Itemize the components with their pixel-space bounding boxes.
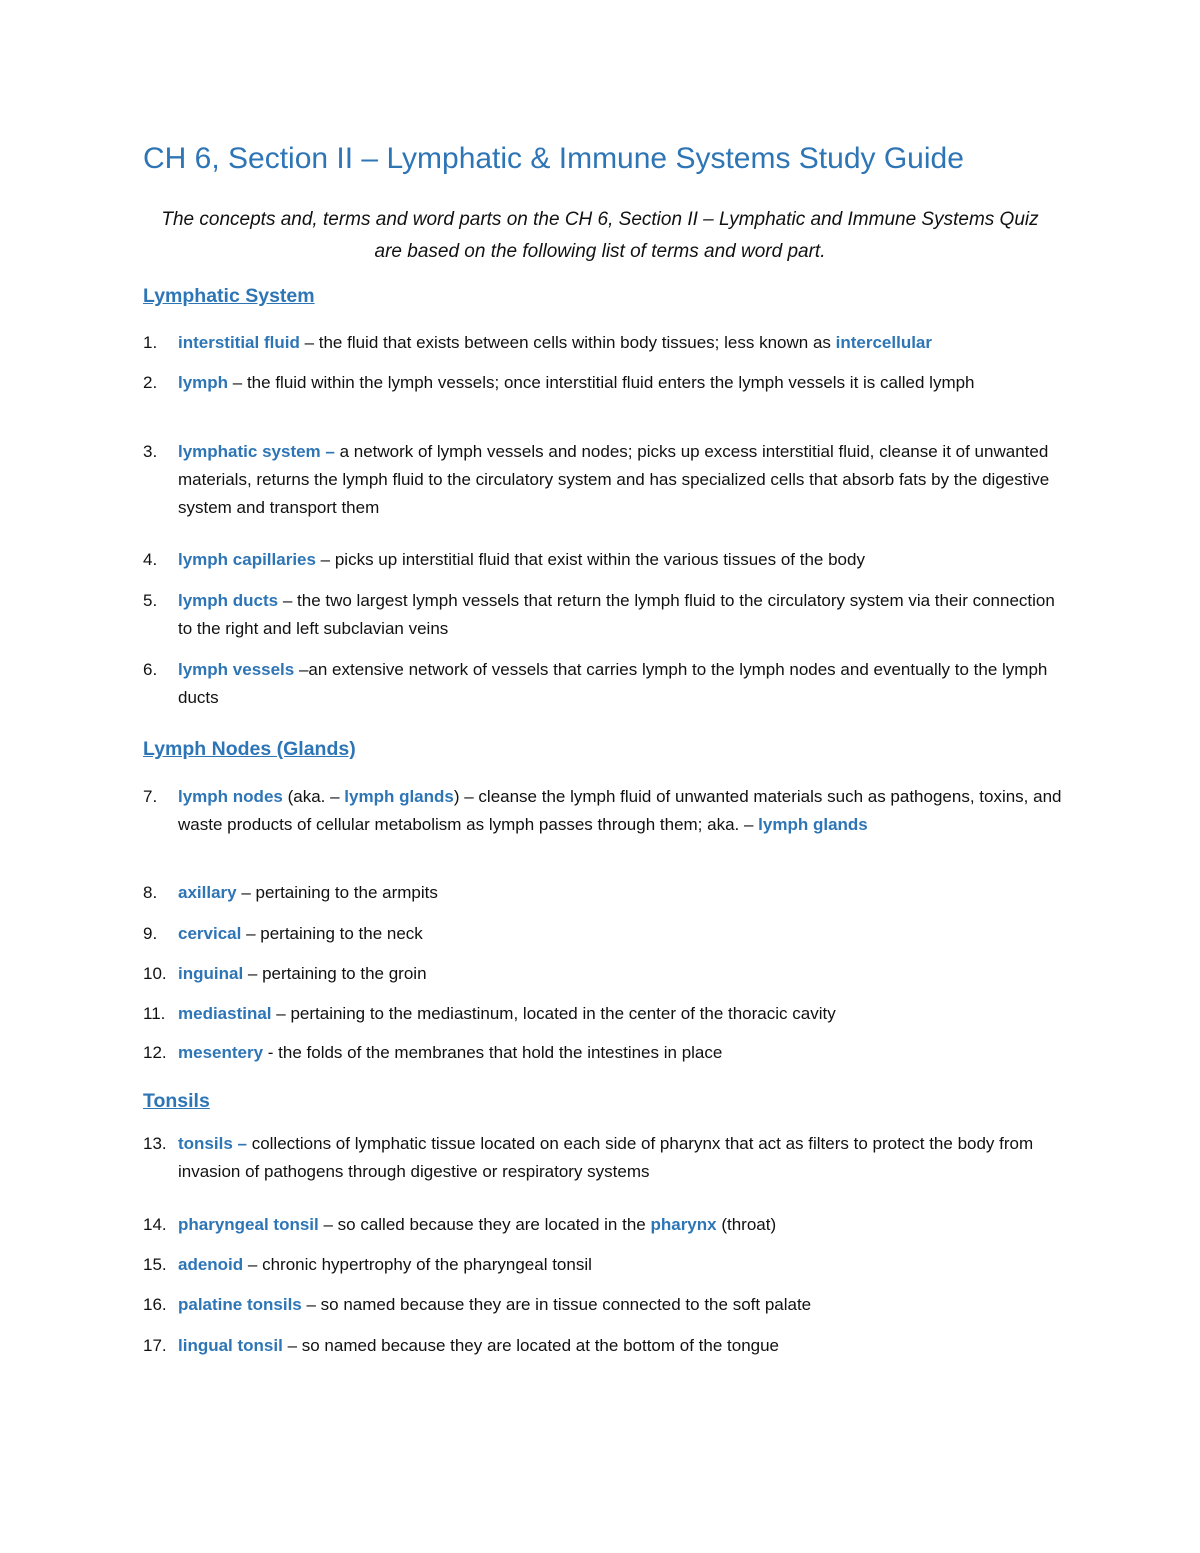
term: intercellular bbox=[835, 333, 932, 352]
term: inguinal bbox=[178, 964, 244, 983]
definition: – pertaining to the neck bbox=[241, 924, 423, 943]
term: axillary bbox=[178, 883, 237, 902]
item-number: 12. bbox=[143, 1043, 167, 1062]
definition: - the folds of the membranes that hold the intestines in place bbox=[263, 1043, 723, 1062]
term: cervical bbox=[178, 924, 242, 943]
page-title: CH 6, Section II – Lymphatic & Immune Systems Study Guide bbox=[143, 142, 964, 175]
definition: – so named because they are in tissue connected to the soft palate bbox=[301, 1295, 812, 1314]
definition: – chronic hypertrophy of the pharyngeal tonsil bbox=[243, 1255, 592, 1274]
term: interstitial fluid bbox=[178, 333, 300, 352]
term: lymph vessels bbox=[178, 660, 295, 679]
term: adenoid bbox=[178, 1255, 244, 1274]
term: lymph nodes bbox=[178, 787, 283, 806]
definition: –an extensive network of vessels that carries lymph to the lymph nodes and eventually to the lymph ducts bbox=[178, 660, 1048, 707]
term: lymph capillaries bbox=[178, 550, 316, 569]
item-number: 6. bbox=[143, 660, 158, 679]
section-heading-tonsils: Tonsils bbox=[143, 1090, 210, 1112]
term: palatine tonsils bbox=[178, 1295, 302, 1314]
definition: – the two largest lymph vessels that return the lymph fluid to the circulatory system via their connection to the right and left subclavian veins bbox=[178, 591, 1055, 638]
definition: – so called because they are located in the bbox=[318, 1215, 651, 1234]
term: lymph ducts bbox=[178, 591, 279, 610]
definition: ) – cleanse the lymph fluid of unwanted materials such as pathogens, toxins, and waste products of cellular metabolism as lymph passes through them; aka. – bbox=[178, 787, 1062, 834]
item-number: 3. bbox=[143, 442, 158, 461]
intro-paragraph: The concepts and, terms and word parts on the CH 6, Section II – Lymphatic and Immune Systems Quiz are based on the following list of terms and word part. bbox=[161, 209, 1039, 262]
item-number: 14. bbox=[143, 1215, 167, 1234]
term: lymphatic system – bbox=[178, 442, 335, 461]
item-number: 9. bbox=[143, 924, 158, 943]
definition: – the fluid within the lymph vessels; once interstitial fluid enters the lymph vessels it is called lymph bbox=[228, 373, 975, 392]
term: pharynx bbox=[650, 1215, 717, 1234]
item-number: 13. bbox=[143, 1134, 167, 1153]
term: lymph glands bbox=[344, 787, 454, 806]
term: mesentery bbox=[178, 1043, 264, 1062]
item-number: 5. bbox=[143, 591, 158, 610]
item-number: 2. bbox=[143, 373, 158, 392]
definition: – pertaining to the armpits bbox=[236, 883, 438, 902]
definition: – pertaining to the mediastinum, located in the center of the thoracic cavity bbox=[271, 1004, 836, 1023]
section-heading-lymph-nodes: Lymph Nodes (Glands) bbox=[143, 738, 356, 760]
definition: – the fluid that exists between cells within body tissues; less known as bbox=[299, 333, 836, 352]
section-heading-lymphatic-system: Lymphatic System bbox=[143, 285, 315, 307]
definition: – picks up interstitial fluid that exist within the various tissues of the body bbox=[315, 550, 865, 569]
term: lymph bbox=[178, 373, 229, 392]
item-number: 1. bbox=[143, 333, 158, 352]
item-number: 16. bbox=[143, 1295, 167, 1314]
item-number: 4. bbox=[143, 550, 158, 569]
definition: (aka. – bbox=[282, 787, 345, 806]
item-number: 15. bbox=[143, 1255, 167, 1274]
term: mediastinal bbox=[178, 1004, 272, 1023]
term: lymph glands bbox=[758, 815, 868, 834]
definition: collections of lymphatic tissue located on each side of pharynx that act as filters to protect the body from invasion of pathogens through digestive or respiratory systems bbox=[178, 1134, 1034, 1181]
definition: – pertaining to the groin bbox=[243, 964, 427, 983]
definition: (throat) bbox=[716, 1215, 777, 1234]
item-number: 10. bbox=[143, 964, 167, 983]
term: lingual tonsil bbox=[178, 1336, 283, 1355]
term: tonsils – bbox=[178, 1134, 247, 1153]
item-number: 11. bbox=[143, 1004, 166, 1023]
item-number: 8. bbox=[143, 883, 158, 902]
term: pharyngeal tonsil bbox=[178, 1215, 319, 1234]
item-number: 7. bbox=[143, 787, 158, 806]
definition: a network of lymph vessels and nodes; picks up excess interstitial fluid, cleanse it of unwanted materials, returns the lymph fluid to the circulatory system and has specialized cells that absorb fats by the digestive system and transport them bbox=[178, 442, 1050, 517]
item-number: 17. bbox=[143, 1336, 167, 1355]
definition: – so named because they are located at the bottom of the tongue bbox=[282, 1336, 780, 1355]
